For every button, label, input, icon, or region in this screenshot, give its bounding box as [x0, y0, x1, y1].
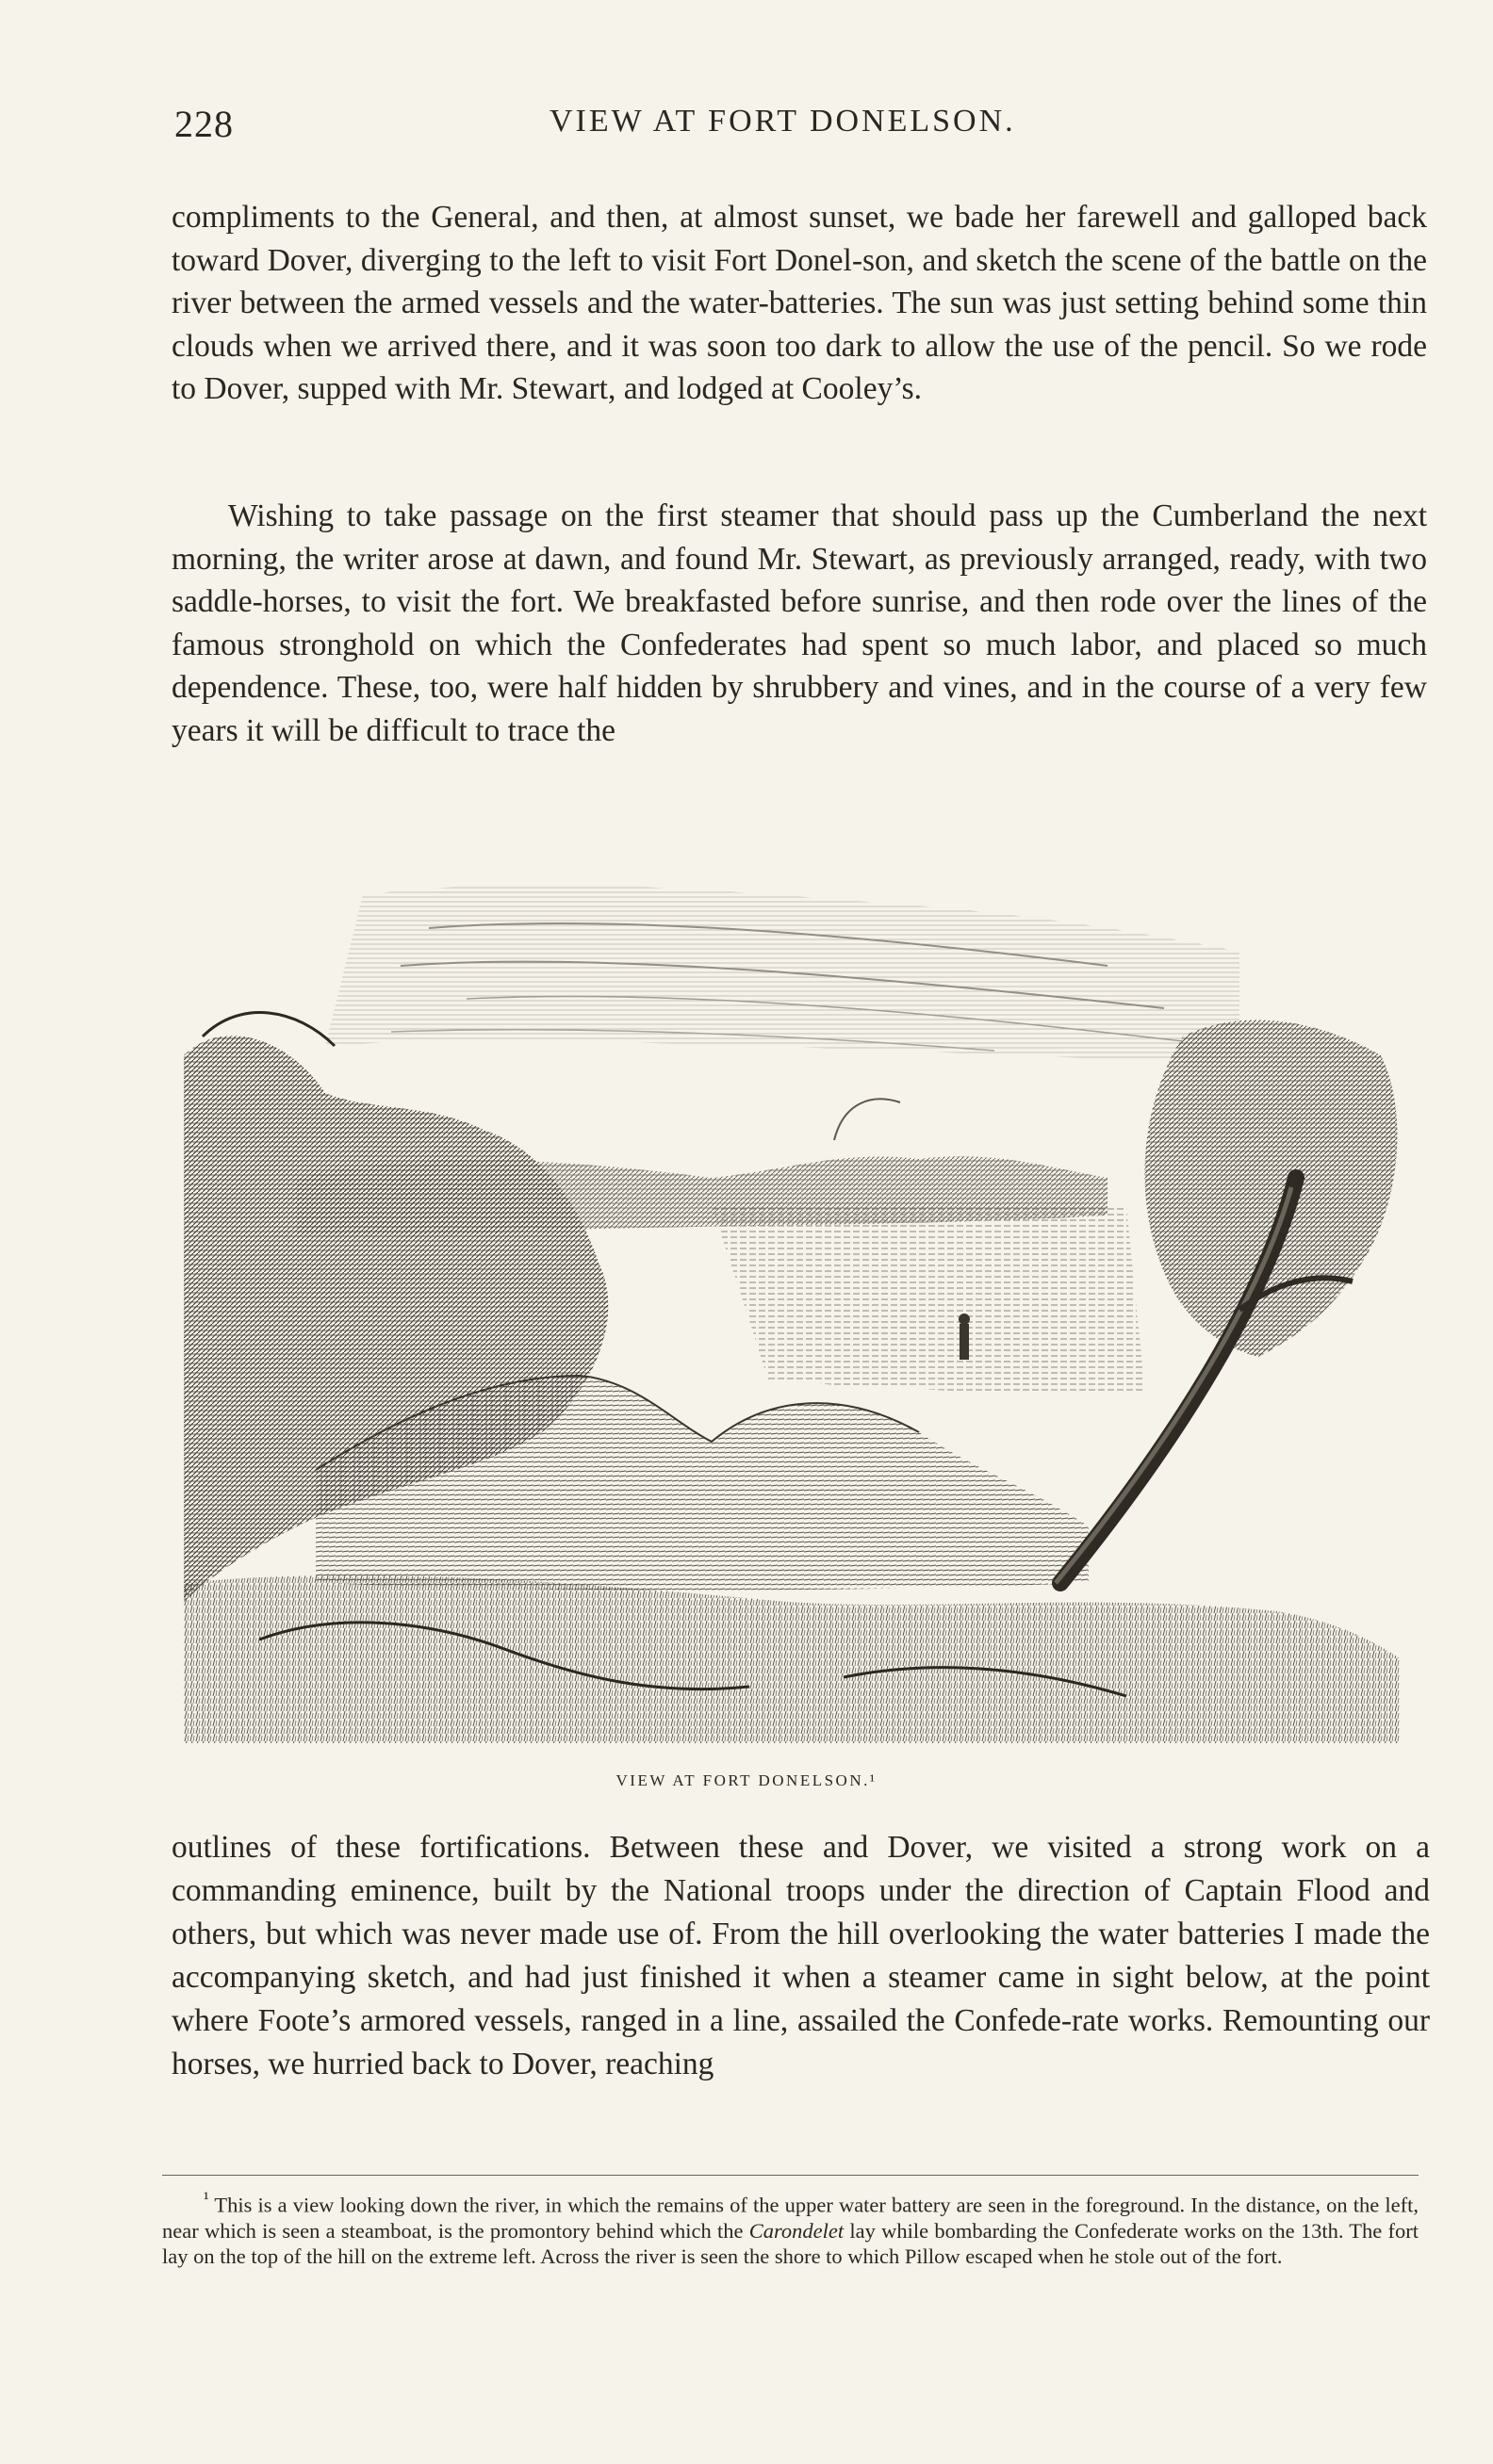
- footnote-marker: ¹: [204, 2189, 209, 2209]
- running-head: [174, 102, 1428, 158]
- footnote-text-2: lay while bombarding the Confederate works on the 13th. The fort lay on the top of the hill on the extreme left. Across the river is seen the shore to which Pillow escaped when he stole out of the fort.: [162, 2218, 1419, 2268]
- footnote: [162, 2186, 1419, 2269]
- sky-clouds: [325, 885, 1239, 1065]
- footnote-text-1: This is a view looking down the river, in which the remains of the upper water battery are seen in the foreground. In the distance, on the left, near which is seen a steamboat, is the promontory behind which the: [162, 2193, 1419, 2243]
- footnote-divider: [162, 2175, 1419, 2176]
- landscape-engraving: [184, 867, 1409, 1753]
- engraving-illustration: [184, 867, 1409, 1753]
- body-paragraph-2: Wishing to take passage on the first steamer that should pass up the Cumberland the next morning, the writer arose at dawn, and found Mr. Stewart, as previously arranged, ready, with two saddle-horses, to visit the fort. We breakfasted before sunrise, and then rode over the lines of the famous stronghold on which the Confederates had spent so much labor, and placed so much dependence. These, too, were half hidden by shrubbery and vines, and in the course of a very few years it will be difficult to trace the: [172, 498, 1427, 748]
- page-number: 228: [174, 103, 234, 145]
- body-paragraph-3: outlines of these fortifications. Between these and Dover, we visited a strong work on a commanding eminence, built by the National troops under the direction of Captain Flood and others, but which was never made use of. From the hill overlooking the water batteries I made the accompanying sketch, and had just finished it when a steamer came in sight below, at the point where Foote’s armored vessels, ranged in a line, assailed the Confede-rate works. Remounting our horses, we hurried back to Dover, reaching: [172, 1830, 1430, 2081]
- footnote-vessel-name: Carondelet: [748, 2218, 845, 2243]
- running-title: VIEW AT FORT DONELSON.: [550, 104, 1016, 139]
- figure-caption: VIEW AT FORT DONELSON.¹: [615, 1771, 878, 1789]
- standing-figure: [959, 1314, 970, 1360]
- body-paragraph-1: compliments to the General, and then, at almost sunset, we bade her farewell and galloped back toward Dover, diverging to the left to visit Fort Donel-son, and sketch the scene of the battle on the river between the armed vessels and the water-batteries. The sun was just setting behind some thin clouds when we arrived there, and it was soon too dark to allow the use of the pencil. So we rode to Dover, supped with Mr. Stewart, and lodged at Cooley’s.: [172, 200, 1427, 407]
